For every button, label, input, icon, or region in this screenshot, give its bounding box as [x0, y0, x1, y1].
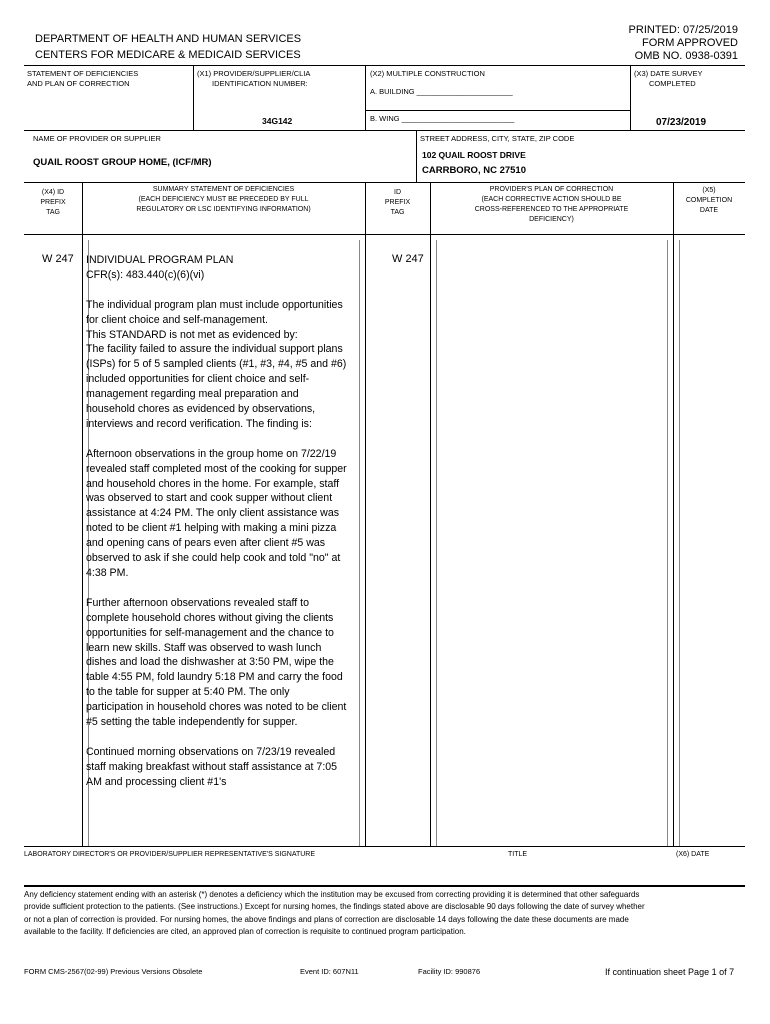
x3-label-1: (X3) DATE SURVEY	[634, 69, 703, 78]
event-id: Event ID: 607N11	[300, 967, 359, 976]
facility-id: Facility ID: 990876	[418, 967, 481, 976]
id-header-3: TAG	[390, 209, 405, 216]
x4-header-1: (X4) ID	[41, 189, 65, 196]
title-label: TITLE	[508, 851, 528, 858]
printed-date: PRINTED: 07/25/2019	[628, 24, 738, 36]
plan-header-2: (EACH CORRECTIVE ACTION SHOULD BE	[481, 196, 622, 203]
x2-building: A. BUILDING _______________________	[370, 87, 513, 96]
deficiency-cfr: CFR(s): 483.440(c)(6)(vi)	[86, 268, 205, 281]
page-indicator: If continuation sheet Page 1 of 7	[605, 967, 735, 977]
id-header-1: ID	[394, 189, 401, 196]
x3-label-2: COMPLETED	[649, 79, 696, 88]
x5-header-1: (X5)	[702, 187, 716, 194]
x2-label: (X2) MULTIPLE CONSTRUCTION	[370, 69, 485, 78]
statement-label-1: STATEMENT OF DEFICIENCIES	[27, 69, 139, 78]
finding-summary: The facility failed to assure the individual support plans (ISPs) for 5 of 5 sampled clients (#1, #3, #4, #5 and #6) included opportunities for client choice and self-management regarding meal preparation and household chores as evidenced by observations, interviews and record verification. The finding is:	[86, 343, 347, 430]
observation-afternoon: Afternoon observations in the group home on 7/22/19 revealed staff completed most of the cooking for supper and household chores in the home. For example, staff was observed to start and cook supper without client assistance at 4:24 PM. The only client assistance was noted to be client #1 helping with making a mini pizza and opening cans of pears even after client #5 was observed to ask if she could help cook and told "no" at 4:38 PM.	[86, 447, 347, 579]
form-number: FORM CMS-2567(02-99) Previous Versions Obsolete	[24, 967, 203, 976]
x2-wing: B. WING ___________________________	[370, 114, 515, 123]
deficiency-tag: W 247	[42, 253, 74, 265]
x1-label-1: (X1) PROVIDER/SUPPLIER/CLIA	[197, 69, 311, 78]
observation-morning: Continued morning observations on 7/23/19 revealed staff making breakfast without staff assistance at 7:05 AM and processing client #1's	[86, 745, 338, 788]
id-header-2: PREFIX	[384, 199, 411, 206]
summary-header-2: (EACH DEFICIENCY MUST BE PRECEDED BY FULL	[138, 196, 309, 203]
city-state-zip: CARRBORO, NC 27510	[422, 165, 526, 176]
omb-number: OMB NO. 0938-0391	[634, 50, 738, 62]
plan-header-3: CROSS-REFERENCED TO THE APPROPRIATE	[474, 206, 629, 213]
deficiency-title: INDIVIDUAL PROGRAM PLAN	[86, 254, 234, 266]
disclaimer-text: Any deficiency statement ending with an asterisk (*) denotes a deficiency which the institution may be excused from correcting providing it is determined that other safeguards provide sufficient protection to the patients. (See instructions.) Except for nursing homes, the findings stated above are disclosable 90 days following the date of survey whether or not a plan of correction is provided. For nursing homes, the above findings and plans of correction are disclosable 14 days following the date these documents are made available to the facility. If deficiencies are cited, an approved plan of correction is requisite to continued program participation.	[24, 890, 645, 936]
x4-header-3: TAG	[46, 209, 60, 216]
address-label: STREET ADDRESS, CITY, STATE, ZIP CODE	[420, 134, 575, 143]
provider-name: QUAIL ROOST GROUP HOME, (ICF/MR)	[33, 157, 212, 168]
requirement-text: The individual program plan must include opportunities for client choice and self-management.	[86, 298, 343, 326]
survey-completed-date: 07/23/2019	[656, 117, 707, 128]
deficiency-summary	[86, 253, 348, 804]
x4-header-2: PREFIX	[40, 199, 66, 206]
x1-label-2: IDENTIFICATION NUMBER:	[212, 79, 308, 88]
plan-header-4: DEFICIENCY)	[529, 216, 574, 223]
standard-lead: This STANDARD is not met as evidenced by:	[86, 328, 298, 341]
summary-header-3: REGULATORY OR LSC IDENTIFYING INFORMATION)	[136, 206, 311, 213]
signature-date-label: (X6) DATE	[676, 851, 710, 858]
signature-label: LABORATORY DIRECTOR'S OR PROVIDER/SUPPLIER REPRESENTATIVE'S SIGNATURE	[24, 851, 316, 858]
agency-name: CENTERS FOR MEDICARE & MEDICAID SERVICES	[35, 49, 301, 61]
observation-further: Further afternoon observations revealed staff to complete household chores without giving the clients opportunities for self-management and the chance to learn new skills. Staff was observed to wash lunch dishes and load the dishwasher at 3:50 PM, wipe the table 4:55 PM, fold laundry 5:18 PM and carry the food to the table for supper at 5:40 PM. The only participation in household chores was noted to be client #5 setting the table independently for supper.	[86, 596, 347, 729]
plan-tag: W 247	[392, 253, 424, 265]
provider-name-label: NAME OF PROVIDER OR SUPPLIER	[33, 134, 161, 143]
x5-header-3: DATE	[699, 207, 719, 214]
department-name: DEPARTMENT OF HEALTH AND HUMAN SERVICES	[35, 33, 302, 45]
x5-header-2: COMPLETION	[685, 197, 733, 204]
statement-label-2: AND PLAN OF CORRECTION	[27, 79, 130, 88]
form-approved: FORM APPROVED	[642, 37, 738, 49]
provider-id-number: 34G142	[262, 116, 293, 126]
plan-header-1: PROVIDER'S PLAN OF CORRECTION	[489, 186, 614, 193]
summary-header-1: SUMMARY STATEMENT OF DEFICIENCIES	[152, 186, 295, 193]
street-address: 102 QUAIL ROOST DRIVE	[422, 150, 526, 160]
